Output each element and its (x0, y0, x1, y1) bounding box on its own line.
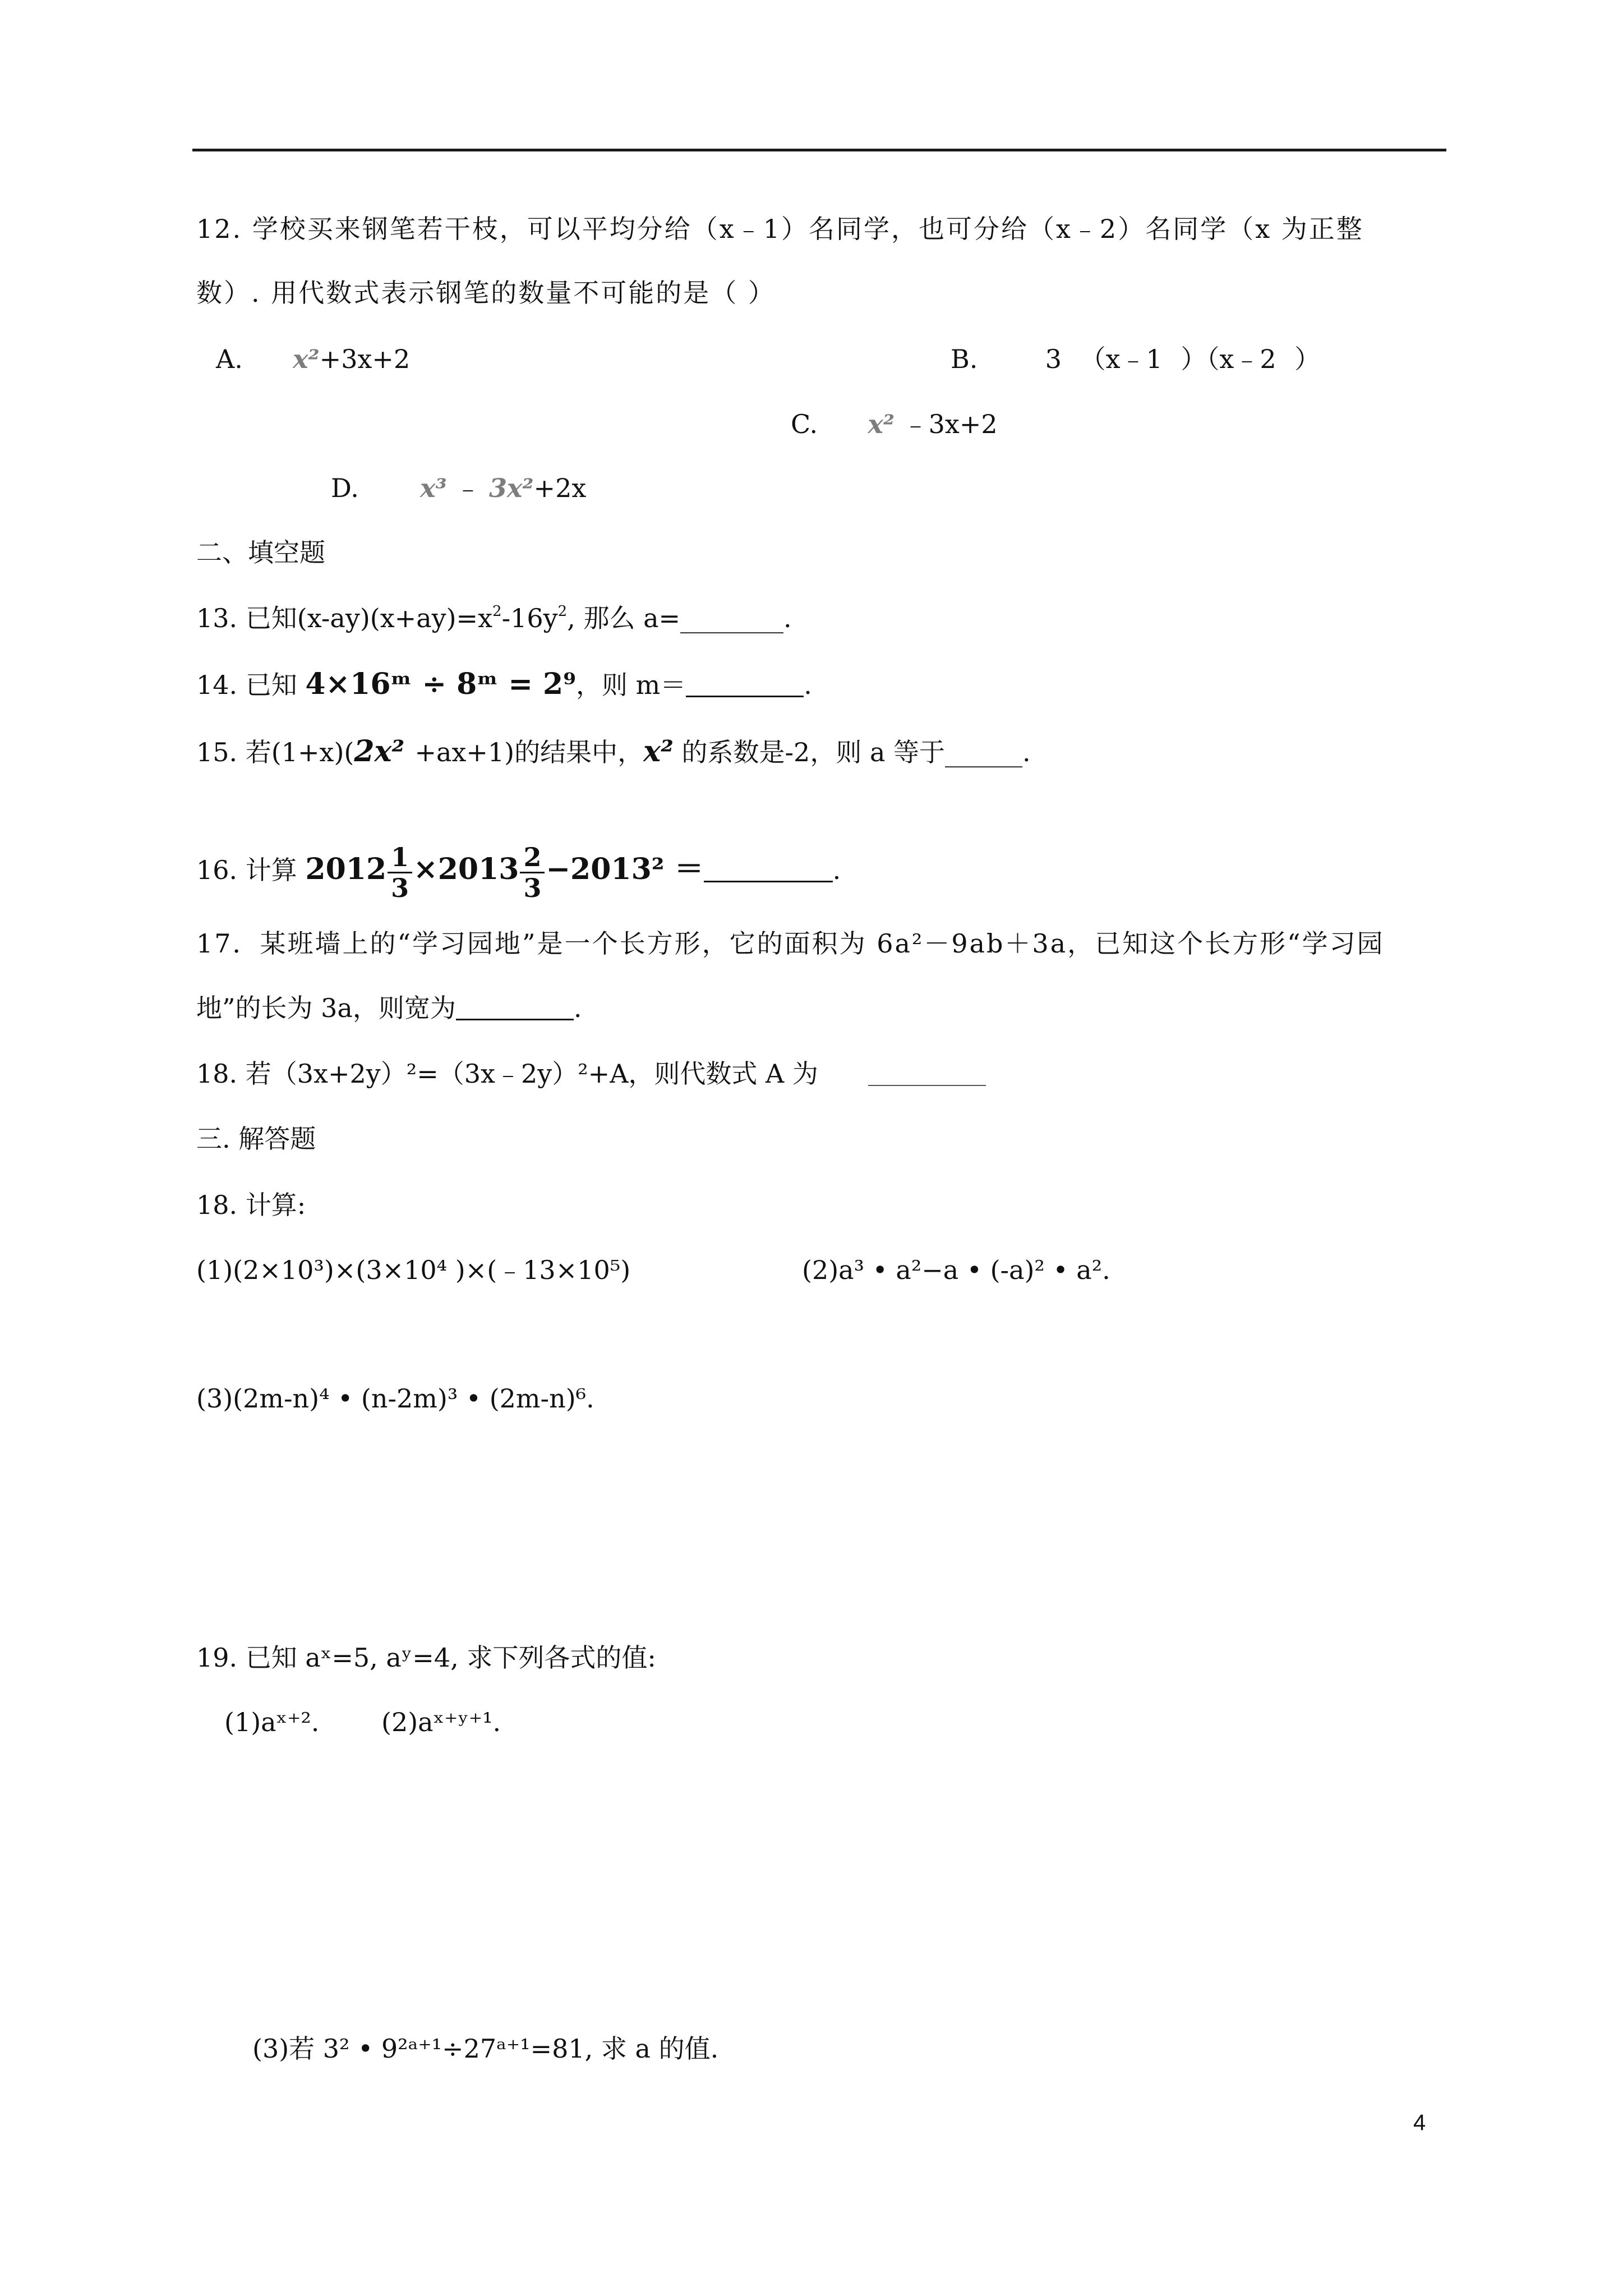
q16-frac1-num: 1 (388, 843, 412, 873)
q14-prefix: 14. 已知 (196, 670, 297, 700)
q15-expr1: 2x² (354, 734, 415, 769)
q13-sup2: 2 (557, 603, 568, 620)
q14 (196, 668, 812, 702)
q17-line1: 17．某班墙上的“学习园地”是一个长方形，它的面积为 6a²－9ab＋3a，已知这个长方形“学习园 (196, 928, 1385, 959)
option-c-rest: ﹣3x+2 (902, 409, 998, 439)
q13 (196, 601, 792, 635)
option-b-label: B. (951, 344, 978, 374)
q18-fill-text: 18. 若（3x+2y）²=（3x﹣2y）²+A，则代数式 A 为 (196, 1059, 818, 1089)
q19-title: 19. 已知 aˣ=5, aʸ=4, 求下列各式的值: (196, 1642, 656, 1673)
q17-answer-blank (456, 995, 574, 1020)
q15-suffix: 的系数是-2，则 a 等于______. (673, 737, 1031, 767)
q16-frac2-num: 2 (520, 843, 545, 873)
option-a-expr: x² (293, 344, 320, 374)
q16-prefix: 16. 计算 (196, 855, 297, 885)
q16-fraction1 (388, 843, 412, 903)
option-a-label: A. (216, 344, 243, 374)
q12-line2: 数）. 用代数式表示钢笔的数量不可能的是（ ） (196, 278, 776, 308)
q18-fill (196, 1057, 986, 1091)
q15-expr2: x² (643, 734, 674, 769)
option-b-expr: 3 （x﹣1 ）（x﹣2 ） (1045, 344, 1321, 374)
q19-part3: (3)若 3² • 9²ᵃ⁺¹÷27ᵃ⁺¹=81, 求 a 的值. (252, 2033, 719, 2064)
q19-part2: (2)aˣ⁺ʸ⁺¹. (381, 1707, 501, 1737)
q15 (196, 735, 1031, 769)
q17-end: . (573, 993, 582, 1023)
option-c-label: C. (791, 409, 818, 439)
q13-prefix: 13. 已知(x-ay)(x+ay)=x (196, 603, 493, 633)
q13-sup1: 2 (492, 603, 502, 620)
q16-int1: 2012 (305, 852, 387, 886)
section-3-heading: 三. 解答题 (196, 1124, 316, 1154)
option-c-expr: x² (868, 409, 895, 439)
page-number: 4 (1413, 2110, 1426, 2135)
option-d-rest: +2x (533, 473, 587, 503)
q17-line2 (196, 991, 582, 1025)
q14-suffix: ，则 m＝ (575, 670, 686, 700)
q18-part1: (1)(2×10³)×(3×10⁴ )×(﹣13×10⁵) (196, 1255, 631, 1285)
q12-option-d (331, 471, 586, 505)
q15-prefix: 15. 若(1+x)( (196, 737, 354, 767)
q12-option-c (791, 407, 998, 441)
q18-title: 18. 计算: (196, 1190, 306, 1220)
option-d-label: D. (331, 473, 359, 503)
q12-option-a (216, 342, 410, 376)
q16 (196, 836, 841, 903)
q16-mul: ×2013 (413, 852, 519, 886)
q12-option-b (951, 342, 1320, 376)
header-rule (192, 149, 1446, 151)
q14-answer-blank (686, 672, 804, 697)
q15-mid: +ax+1)的结果中， (414, 737, 644, 767)
q18-part2: (2)a³ • a²−a • (-a)² • a². (802, 1255, 1110, 1285)
q16-rest: −2013² ＝ (546, 852, 704, 886)
q18-fill-blank (868, 1061, 986, 1086)
q13-suffix: , 那么 a=________. (567, 603, 792, 633)
q14-expression: 4×16ᵐ ÷ 8ᵐ = 2⁹ (305, 667, 576, 701)
q17-line2-prefix: 地”的长为 3a，则宽为 (196, 993, 456, 1023)
q16-fraction2 (520, 843, 545, 903)
q14-end: . (804, 670, 812, 700)
q16-answer-blank (704, 857, 833, 882)
section-2-heading: 二、填空题 (196, 537, 325, 568)
option-d-mid: ﹣ (446, 473, 489, 503)
q12-line1: 12. 学校买来钢笔若干枝，可以平均分给（x﹣1）名同学，也可分给（x﹣2）名同学（x 为正整 (196, 214, 1364, 244)
option-d-expr1: x³ (420, 473, 447, 503)
q18-part3: (3)(2m-n)⁴ • (n-2m)³ • (2m-n)⁶. (196, 1383, 594, 1414)
q13-mid: -16y (501, 603, 558, 633)
q16-frac2-den: 3 (523, 872, 542, 903)
q19-part1: (1)aˣ⁺². (224, 1707, 320, 1737)
option-a-rest: +3x+2 (319, 344, 411, 374)
q16-frac1-den: 3 (391, 872, 409, 903)
q16-end: . (832, 855, 841, 885)
option-d-expr2: 3x² (488, 473, 534, 503)
